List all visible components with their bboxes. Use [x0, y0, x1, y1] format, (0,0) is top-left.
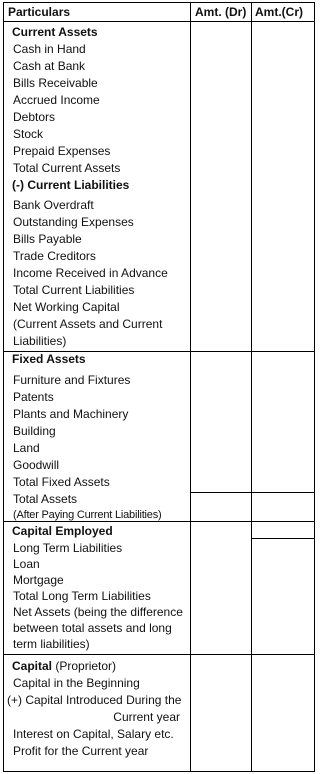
- row-outstanding-expenses: Outstanding Expenses: [13, 215, 134, 229]
- section-fixed-assets: Fixed Assets: [12, 352, 86, 366]
- row-net-assets: Net Assets (being the difference: [13, 605, 183, 619]
- row-mortgage: Mortgage: [13, 573, 64, 587]
- row-bills-receivable: Bills Receivable: [13, 76, 98, 90]
- column-divider-dr: [190, 3, 191, 771]
- row-building: Building: [13, 424, 56, 438]
- capital-proprietor: (Proprietor): [55, 659, 117, 673]
- balance-sheet-table: [3, 2, 315, 772]
- section-capital: [12, 659, 116, 673]
- row-capital-in-beginning: Capital in the Beginning: [13, 676, 140, 690]
- row-total-fixed-assets: Total Fixed Assets: [13, 475, 110, 489]
- header-amt-dr: Amt. (Dr): [195, 5, 247, 19]
- row-furniture-and-fixtures: Furniture and Fixtures: [13, 373, 131, 387]
- row-net-assets-cont-2: term liabilities): [13, 637, 90, 651]
- row-capital-introduced: (+) Capital Introduced During the: [7, 693, 182, 707]
- row-net-working-capital-note-cont: Liabilities): [13, 334, 67, 348]
- row-stock: Stock: [13, 127, 44, 141]
- row-land: Land: [13, 441, 40, 455]
- column-divider-cr: [251, 3, 252, 771]
- row-total-current-liabilities: Total Current Liabilities: [13, 283, 135, 297]
- capital-heading: Capital: [12, 659, 53, 673]
- header-rule: [4, 21, 314, 22]
- header-amt-cr: Amt.(Cr): [255, 5, 303, 19]
- row-interest-on-capital: Interest on Capital, Salary etc.: [13, 727, 174, 741]
- row-trade-creditors: Trade Creditors: [13, 249, 96, 263]
- row-cash-at-bank: Cash at Bank: [13, 59, 86, 73]
- row-total-assets-note: (After Paying Current Liabilities): [13, 509, 162, 521]
- section-capital-employed: Capital Employed: [12, 524, 113, 538]
- row-net-working-capital: Net Working Capital: [13, 300, 120, 314]
- row-prepaid-expenses: Prepaid Expenses: [13, 144, 111, 158]
- row-net-working-capital-note: (Current Assets and Current: [13, 317, 163, 331]
- amount-rule-cr-capital-employed: [251, 538, 314, 539]
- row-goodwill: Goodwill: [13, 458, 60, 472]
- row-loan: Loan: [13, 557, 40, 571]
- section-current-assets: Current Assets: [12, 25, 98, 39]
- section-rule-capital: [4, 654, 314, 655]
- row-current-year: Current year: [113, 710, 180, 724]
- row-debtors: Debtors: [13, 110, 56, 124]
- row-income-received-in-advance: Income Received in Advance: [13, 266, 168, 280]
- row-cash-in-hand: Cash in Hand: [13, 42, 86, 56]
- row-bank-overdraft: Bank Overdraft: [13, 198, 94, 212]
- row-net-assets-cont: between total assets and long: [13, 621, 172, 635]
- row-patents: Patents: [13, 390, 54, 404]
- row-total-current-assets: Total Current Assets: [13, 161, 121, 175]
- row-total-long-term-liabilities: Total Long Term Liabilities: [13, 589, 151, 603]
- row-total-assets: Total Assets: [13, 492, 78, 506]
- amount-rule-total-assets: [190, 492, 314, 493]
- section-current-liabilities: (-) Current Liabilities: [12, 178, 130, 192]
- row-bills-payable: Bills Payable: [13, 232, 82, 246]
- header-particulars: Particulars: [8, 5, 71, 19]
- row-accrued-income: Accrued Income: [13, 93, 100, 107]
- row-profit-current-year: Profit for the Current year: [13, 744, 149, 758]
- row-long-term-liabilities: Long Term Liabilities: [13, 541, 123, 555]
- row-plants-and-machinery: Plants and Machinery: [13, 407, 129, 421]
